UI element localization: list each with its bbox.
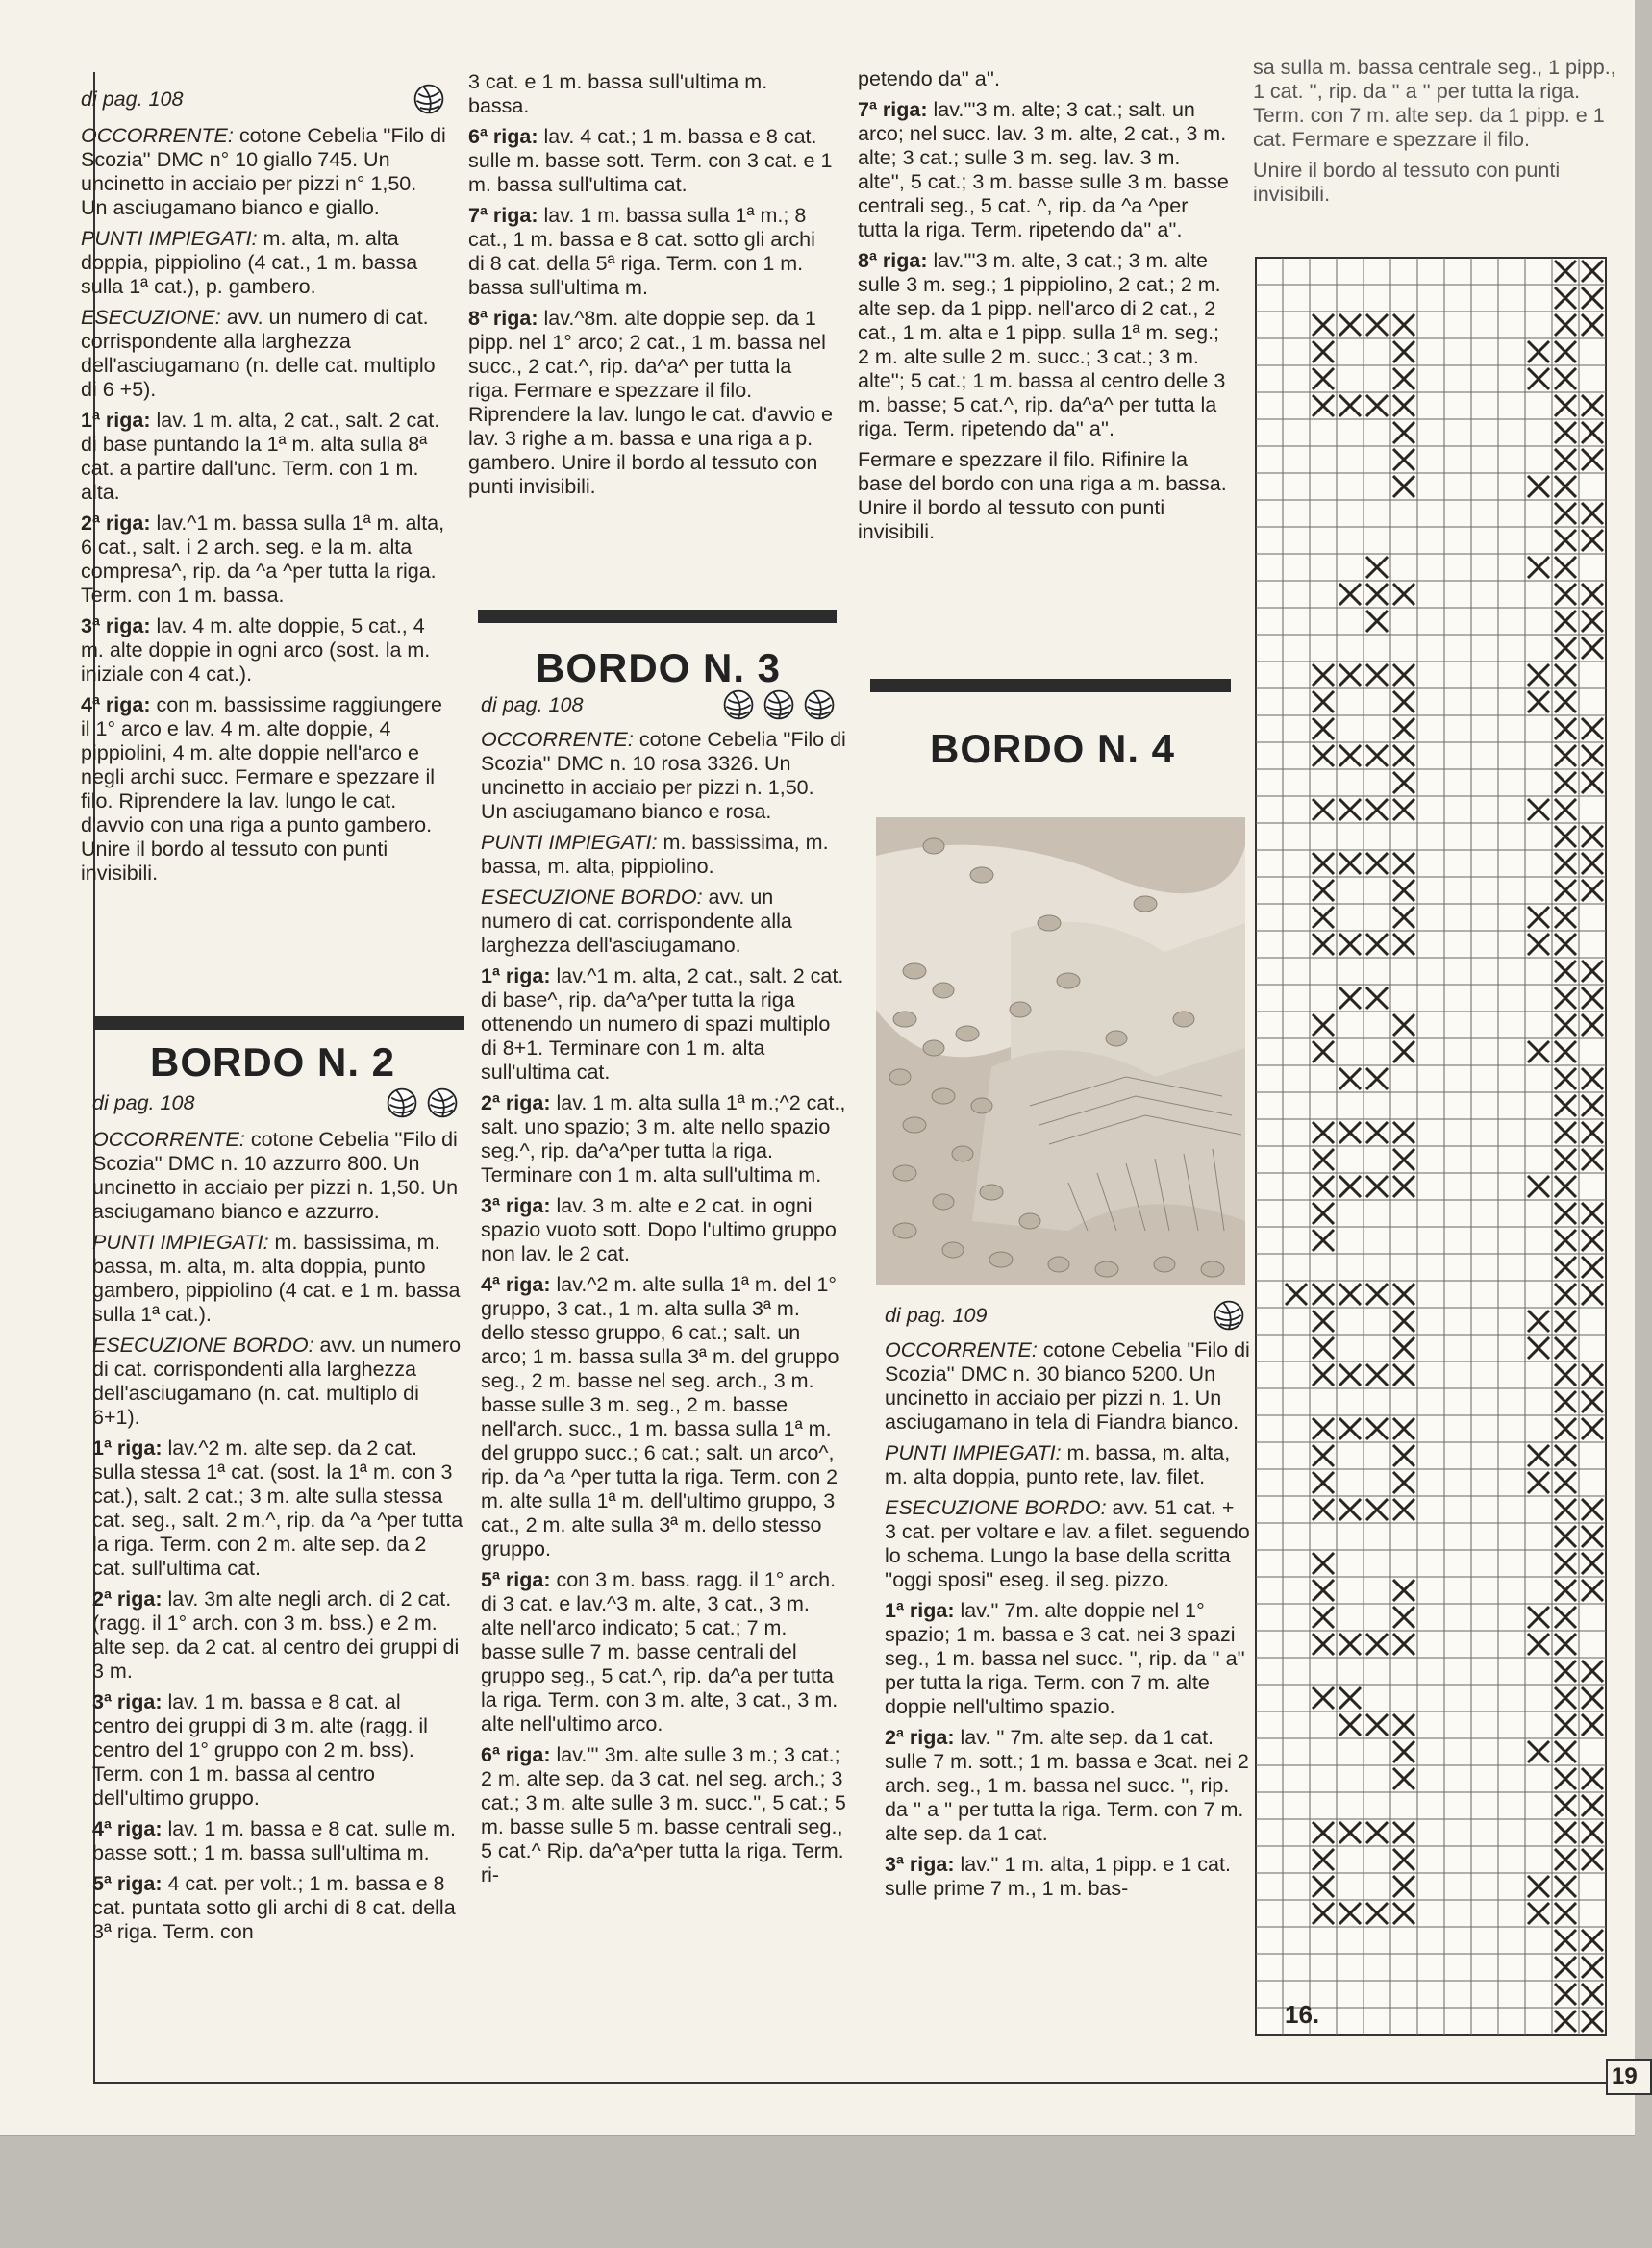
- paragraph: [81, 614, 446, 687]
- paragraph-text: lav. 1 m. alta sulla 1ª m.;^2 cat., salt. uno spazio; 3 m. alte nello spazio seg.^, rip. da^a^per tutta la riga. Terminare con 1 m. alta sull'ultima m.: [481, 1091, 846, 1186]
- paragraph-text: cotone Cebelia ''Filo di Scozia'' DMC n° 10 giallo 745. Un uncinetto in acciaio per pizzi n° 1,50. Un asciugamano bianco e giallo.: [81, 124, 446, 219]
- row-label: 7ª riga:: [858, 98, 928, 121]
- row-label: 4ª riga:: [481, 1273, 551, 1296]
- row-label: 1ª riga:: [885, 1599, 955, 1622]
- row-label: 6ª riga:: [481, 1743, 551, 1766]
- paragraph: [885, 1599, 1250, 1719]
- chart-label: 16.: [1285, 2000, 1320, 2029]
- paragraph-text: cotone Cebelia ''Filo di Scozia'' DMC n. 30 bianco 5200. Un uncinetto in acciaio per pizzi n. 1. Un asciugamano in tela di Fiandra bianco.: [885, 1338, 1250, 1434]
- paragraph: [885, 1338, 1250, 1435]
- paragraph-text: lav.^8m. alte doppie sep. da 1 pipp. nel 1° arco; 2 cat., 1 m. bassa nel succ., 2 cat.^, rip. da^a^ per tutta la riga. Fermare e spezzare il filo. Riprendere la lav. lungo le cat. d'avvio e lav. 3 righe a m. bassa e una riga a p. gambero. Unire il bordo al tessuto con punti invisibili.: [468, 307, 833, 498]
- paragraph-text: avv. un numero di cat. corrispondenti alla larghezza dell'asciugamano (n. cat. multiplo di 6+1).: [92, 1334, 462, 1429]
- paragraph: [468, 70, 834, 118]
- row-label: 3ª riga:: [885, 1853, 955, 1876]
- paragraph: [481, 831, 846, 879]
- paragraph-text: m. alta, m. alta doppia, pippiolino (4 cat., 1 m. bassa sulla 1ª cat.), p. gambero.: [81, 227, 418, 298]
- bordo-4-title: BORDO N. 4: [930, 726, 1176, 771]
- paragraph-text: lav. 3 m. alte e 2 cat. in ogni spazio vuoto sott. Dopo l'ultimo gruppo non lav. le 2 cat.: [481, 1194, 837, 1265]
- paragraph-text: 4 cat. per volt.; 1 m. bassa e 8 cat. puntata sotto gli archi di 8 cat. della 3ª riga. Term. con: [92, 1872, 456, 1943]
- paragraph-text: con m. bassissime raggiungere il 1° arco e lav. 4 m. alte doppie, 4 pippiolini, 4 m. alte doppie nell'arco e negli archi succ. Fermare e spezzare il filo. Riprendere la lav. lungo le cat. d'avvio con una riga a punto gambero. Unire il bordo al tessuto con punti invisibili.: [81, 693, 443, 885]
- paragraph-text: m. bassissima, m. bassa, m. alta, pippiolino.: [481, 831, 829, 878]
- bordo-3-title: BORDO N. 3: [536, 645, 782, 690]
- yarn-ball-icon: [425, 1086, 460, 1120]
- bordo-4-text: [885, 1338, 1250, 1901]
- paragraph: [81, 306, 446, 402]
- paragraph-text: Unire il bordo al tessuto con punti invisibili.: [1253, 159, 1561, 206]
- paragraph-text: lav. 1 m. bassa e 8 cat. al centro dei gruppi di 3 m. alte (ragg. il centro del 1° gruppo con 2 m. bss). Term. con 1 m. bassa al centro dell'ultimo gruppo.: [92, 1690, 428, 1810]
- difficulty-icons: [412, 82, 446, 116]
- bordo-3-section: [481, 645, 846, 1894]
- difficulty-icons: [385, 1086, 460, 1120]
- section-label: PUNTI IMPIEGATI:: [885, 1441, 1062, 1464]
- paragraph: [481, 1194, 846, 1266]
- source-text: di pag. 108: [81, 87, 184, 111]
- paragraph-text: lav.'''3 m. alte, 3 cat.; 3 m. alte sulle 3 m. seg.; 1 pippiolino, 2 cat.; 2 m. alte sep. da 1 pipp. nell'arco di 2 cat., 2 cat., 1 m. alta e 1 pipp. sulla 1ª m. seg.; 2 m. alte sulle 2 m. succ.; 3 cat.; 3 m. alte''; 5 cat.; 1 m. bassa al centro delle 3 m. basse; 5 cat.^, rip. da^a^ per tutta la riga. Term. ripetendo da'' a''.: [858, 249, 1226, 440]
- paragraph: [858, 98, 1233, 242]
- paragraph-text: avv. un numero di cat. corrispondente alla larghezza dell'asciugamano.: [481, 886, 792, 957]
- source-text: di pag. 108: [92, 1090, 195, 1114]
- section-label: ESECUZIONE BORDO:: [481, 886, 703, 909]
- section-label: OCCORRENTE:: [885, 1338, 1038, 1361]
- towel-lace-image: [876, 817, 1245, 1285]
- paragraph: [1253, 56, 1618, 152]
- paragraph-text: lav. 4 cat.; 1 m. bassa e 8 cat. sulle m. basse sott. Term. con 3 cat. e 1 m. bassa sull'ultima cat.: [468, 125, 833, 196]
- paragraph: [481, 728, 846, 824]
- paragraph-text: m. bassa, m. alta, m. alta doppia, punto rete, lav. filet.: [885, 1441, 1231, 1488]
- row-label: 8ª riga:: [858, 249, 928, 272]
- paragraph: [858, 448, 1233, 544]
- paragraph-text: con 3 m. bass. ragg. il 1° arch. di 3 cat. e lav.^3 m. alte, 3 cat., 3 m. alte nell'arco indicato; 5 cat.; 7 m. basse sulle 7 m. basse centrali del gruppo seg., 5 cat.^, rip. da^a per tutta la riga. Term. con 3 m. alte, 3 cat., 3 m. alte nell'ultimo arco.: [481, 1568, 839, 1736]
- source-line: [885, 1298, 1250, 1333]
- paragraph: [92, 1334, 463, 1430]
- row-label: 1ª riga:: [81, 409, 151, 432]
- row-label: 8ª riga:: [468, 307, 538, 330]
- row-label: 3ª riga:: [481, 1194, 551, 1217]
- paragraph: [81, 124, 446, 220]
- row-label: 3ª riga:: [92, 1690, 163, 1713]
- yarn-ball-icon: [721, 687, 756, 722]
- paragraph-text: avv. 51 cat. + 3 cat. per voltare e lav. a filet. seguendo lo schema. Lungo la base della scritta ''oggi sposi'' eseg. il seg. pizzo.: [885, 1496, 1250, 1591]
- paragraph: [92, 1436, 463, 1581]
- source-line: [481, 687, 846, 722]
- bordo-2-section: [92, 1039, 463, 1951]
- paragraph: [81, 227, 446, 299]
- source-line: [81, 82, 446, 116]
- paragraph-text: cotone Cebelia ''Filo di Scozia'' DMC n. 10 azzurro 800. Un uncinetto in acciaio per pizzi n. 1,50. Un asciugamano bianco e azzurro.: [92, 1128, 459, 1223]
- paragraph-text: lav. 4 m. alte doppie, 5 cat., 4 m. alte doppie in ogni arco (sost. la m. iniziale con 4 cat.).: [81, 614, 431, 686]
- row-label: 2ª riga:: [81, 512, 151, 535]
- page-number: 19: [1606, 2059, 1652, 2095]
- paragraph: [481, 1743, 846, 1887]
- row-label: 1ª riga:: [92, 1436, 163, 1460]
- row-label: 6ª riga:: [468, 125, 538, 148]
- paragraph-text: lav. '' 7m. alte sep. da 1 cat. sulle 7 m. sott.; 1 m. bassa e 3cat. nei 2 arch. seg., 1 m. bassa nel succ. '', rip. da '' a '' per tutta la riga. Term. con 7 m. alte sep. da 1 cat.: [885, 1726, 1249, 1845]
- section-label: OCCORRENTE:: [81, 124, 234, 147]
- paragraph-text: lav. 1 m. bassa e 8 cat. sulle m. basse sott.; 1 m. bassa sull'ultima m.: [92, 1817, 456, 1864]
- row-label: 1ª riga:: [481, 964, 551, 987]
- paragraph: [92, 1128, 463, 1224]
- col3-top-text: [858, 67, 1233, 544]
- paragraph: [481, 886, 846, 958]
- yarn-ball-icon: [385, 1086, 419, 1120]
- paragraph: [858, 249, 1233, 441]
- paragraph: [481, 964, 846, 1085]
- paragraph-text: petendo da'' a''.: [858, 67, 1000, 90]
- row-label: 4ª riga:: [81, 693, 151, 716]
- paragraph-text: lav. 3m alte negli arch. di 2 cat. (ragg. il 1° arch. con 3 m. bss.) e 2 m. alte sep. da 2 cat. al centro dei gruppi di 3 m.: [92, 1587, 460, 1683]
- paragraph: [481, 1091, 846, 1187]
- paragraph: [468, 204, 834, 300]
- paragraph-text: Fermare e spezzare il filo. Rifinire la base del bordo con una riga a m. bassa. Unire il bordo al tessuto con punti invisibili.: [858, 448, 1227, 543]
- paragraph-text: lav.^1 m. bassa sulla 1ª m. alta, 6 cat., salt. i 2 arch. seg. e la m. alta compresa^, rip. da ^a ^per tutta la riga. Term. con 1 m. bassa.: [81, 512, 445, 607]
- column-3-top: [858, 67, 1233, 551]
- paragraph-text: lav.''' 3m. alte sulle 3 m.; 3 cat.; 2 m. alte sep. da 3 cat. nel seg. arch.; 3 cat.; 3 m. alte sulle 3 m. succ.'', 5 cat.; 5 m. basse sulle 5 m. basse centrali seg., 5 cat.^ Rip. da^a^per tutta la riga. Term. ri-: [481, 1743, 846, 1886]
- paragraph-text: lav. 1 m. alta, 2 cat., salt. 2 cat. di base puntando la 1ª m. alta sulla 8ª cat. a partire dall'unc. Term. con 1 m. alta.: [81, 409, 440, 504]
- filet-chart: [1256, 258, 1606, 2035]
- row-label: 3ª riga:: [81, 614, 151, 637]
- row-label: 2ª riga:: [885, 1726, 955, 1749]
- section-label: ESECUZIONE BORDO:: [92, 1334, 314, 1357]
- paragraph-text: lav.'''3 m. alte; 3 cat.; salt. un arco; nel succ. lav. 3 m. alte, 2 cat., 3 m. alte; 3 cat.; sulle 3 m. seg. lav. 3 m. alte'', 5 cat.; 3 m. basse sulle 3 m. basse centrali seg., 5 cat. ^, rip. da ^a ^per tutta la riga. Term. ripetendo da'' a''.: [858, 98, 1229, 241]
- paragraph-text: lav. 1 m. bassa sulla 1ª m.; 8 cat., 1 m. bassa e 8 cat. sotto gli archi di 8 cat. della 5ª riga. Term. con 1 m. bassa sull'ultima m.: [468, 204, 815, 299]
- paragraph-text: lav.^1 m. alta, 2 cat., salt. 2 cat. di base^, rip. da^a^per tutta la riga ottenendo un numero di spazi multiplo di 8+1. Terminare con 1 m. alta sull'ultima cat.: [481, 964, 844, 1084]
- yarn-ball-icon: [1212, 1298, 1246, 1333]
- paragraph: [885, 1496, 1250, 1592]
- source-text: di pag. 109: [885, 1303, 988, 1327]
- paragraph-text: m. bassissima, m. bassa, m. alta, m. alta doppia, punto gambero, pippiolino (4 cat. e 1 m. bassa sulla 1ª cat.).: [92, 1231, 461, 1326]
- bordo-2-text: [92, 1128, 463, 1944]
- yarn-ball-icon: [762, 687, 796, 722]
- paragraph-text: cotone Cebelia ''Filo di Scozia'' DMC n. 10 rosa 3326. Un uncinetto in acciaio per pizzi n. 1,50. Un asciugamano bianco e rosa.: [481, 728, 846, 823]
- paragraph-text: avv. un numero di cat. corrispondente alla larghezza dell'asciugamano (n. delle cat. multiplo di 6 +5).: [81, 306, 436, 401]
- bordo-2-title: BORDO N. 2: [150, 1039, 396, 1085]
- paragraph: [81, 409, 446, 505]
- section-rule-1: [93, 1016, 464, 1030]
- yarn-ball-icon: [412, 82, 446, 116]
- section-label: PUNTI IMPIEGATI:: [92, 1231, 269, 1254]
- column-4-top: [1253, 56, 1618, 213]
- difficulty-icons: [1212, 1298, 1246, 1333]
- section-label: PUNTI IMPIEGATI:: [481, 831, 658, 854]
- paragraph-text: lav.'' 1 m. alta, 1 pipp. e 1 cat. sulle prime 7 m., 1 m. bas-: [885, 1853, 1231, 1900]
- source-text: di pag. 108: [481, 692, 584, 716]
- paragraph: [468, 307, 834, 499]
- section-label: ESECUZIONE:: [81, 306, 221, 329]
- section-label: PUNTI IMPIEGATI:: [81, 227, 258, 250]
- paragraph-text: lav.^2 m. alte sep. da 2 cat. sulla stessa 1ª cat. (sost. la 1ª m. con 3 cat.), salt. 2 cat.; 3 m. alte sulla stessa cat. seg., salt. 2 m.^, rip. da ^a ^per tutta la riga. Term. con 2 m. alte sep. da 2 cat. sull'ultima cat.: [92, 1436, 463, 1580]
- row-label: 5ª riga:: [481, 1568, 551, 1591]
- filet-chart-svg: [1256, 258, 1606, 2035]
- row-label: 2ª riga:: [481, 1091, 551, 1114]
- paragraph: [858, 67, 1233, 91]
- row-label: 2ª riga:: [92, 1587, 163, 1611]
- paragraph: [81, 693, 446, 886]
- section-rule-2: [478, 610, 837, 623]
- section-label: ESECUZIONE BORDO:: [885, 1496, 1107, 1519]
- difficulty-icons: [721, 687, 837, 722]
- column-1: [81, 82, 446, 892]
- column-2-top: [468, 70, 834, 506]
- paragraph: [92, 1587, 463, 1684]
- yarn-ball-icon: [802, 687, 837, 722]
- bordo-3-text: [481, 728, 846, 1887]
- col4-top-text: [1253, 56, 1618, 207]
- paragraph: [92, 1872, 463, 1944]
- paragraph-text: lav.'' 7m. alte doppie nel 1° spazio; 1 m. bassa e 3 cat. nei 3 spazi seg., 1 m. bassa nel succ. '', rip. da '' a'' per tutta la riga. Term. con 7 m. alte doppie nell'ultimo spazio.: [885, 1599, 1245, 1718]
- section-rule-3: [870, 679, 1231, 692]
- paragraph: [92, 1817, 463, 1865]
- paragraph: [885, 1726, 1250, 1846]
- section-label: OCCORRENTE:: [92, 1128, 245, 1151]
- paragraph: [885, 1853, 1250, 1901]
- paragraph: [885, 1441, 1250, 1489]
- paragraph: [468, 125, 834, 197]
- paragraph-text: lav.^2 m. alte sulla 1ª m. del 1° gruppo, 3 cat., 1 m. alta sulla 3ª m. dello stesso gruppo, 6 cat.; salt. un arco; 1 m. bassa sulla 3ª m. del gruppo seg., 2 m. basse nel seg. arch., 3 m. basse sulle 3 m. seg., 2 m. basse nell'arch. succ., 1 m. bassa sulla 1ª m. del gruppo succ.; 6 cat.; salt. un arco^, rip. da ^a ^per tutta la riga. Term. con 2 m. alte sulla 1ª m. dell'ultimo gruppo, 3 cat., 2 m. alte sulla 3ª m. dello stesso gruppo.: [481, 1273, 839, 1561]
- row-label: 4ª riga:: [92, 1817, 163, 1840]
- section-label: OCCORRENTE:: [481, 728, 634, 751]
- bordo-4-section: [885, 1298, 1250, 1908]
- paragraph: [92, 1690, 463, 1811]
- col2-top-text: [468, 70, 834, 499]
- paragraph-text: 3 cat. e 1 m. bassa sull'ultima m. bassa.: [468, 70, 768, 117]
- paragraph: [81, 512, 446, 608]
- paragraph-text: sa sulla m. bassa centrale seg., 1 pipp., 1 cat. '', rip. da '' a '' per tutta la riga. Term. con 7 m. alte sep. da 1 pipp. e 1 cat. Fermare e spezzare il filo.: [1253, 56, 1616, 151]
- source-line: [92, 1086, 463, 1120]
- col1-text: [81, 124, 446, 886]
- paragraph: [481, 1568, 846, 1736]
- row-label: 7ª riga:: [468, 204, 538, 227]
- paragraph: [92, 1231, 463, 1327]
- paragraph: [1253, 159, 1618, 207]
- paragraph: [481, 1273, 846, 1561]
- row-label: 5ª riga:: [92, 1872, 163, 1895]
- bordo-4-photo: [876, 817, 1245, 1285]
